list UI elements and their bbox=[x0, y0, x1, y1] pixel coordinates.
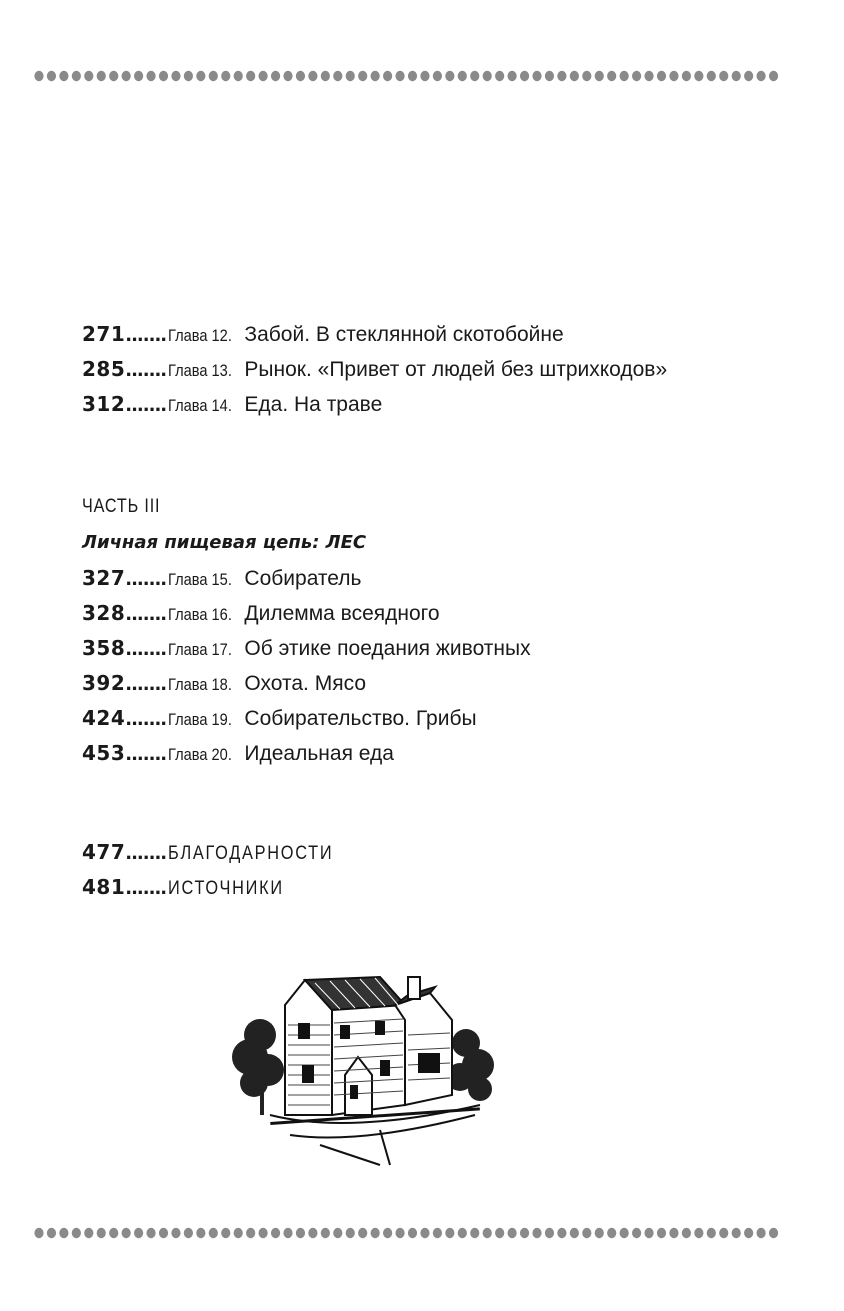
ornament-dot bbox=[234, 71, 243, 81]
ornament-dot bbox=[458, 71, 467, 81]
ornament-dot bbox=[620, 71, 629, 81]
page-number: 424 bbox=[82, 706, 126, 730]
chapter-number: Глава 17. bbox=[168, 640, 233, 659]
ornament-dot bbox=[246, 71, 255, 81]
ornament-dot bbox=[34, 1228, 43, 1238]
ornament-dot bbox=[420, 1228, 429, 1238]
ornament-dot bbox=[707, 1228, 716, 1238]
ornament-dot bbox=[234, 1228, 243, 1238]
ornament-dot bbox=[620, 1228, 629, 1238]
ornament-dot bbox=[72, 71, 81, 81]
chapter-number: Глава 13. bbox=[168, 361, 233, 380]
part-subtitle: Личная пищевая цепь: ЛЕС bbox=[82, 532, 367, 553]
ornament-dot bbox=[321, 1228, 330, 1238]
bottom-dot-border bbox=[34, 1226, 784, 1240]
ornament-dot bbox=[682, 1228, 691, 1238]
chapter-title: Забой. В стеклянной скотобойне bbox=[244, 323, 564, 346]
ornament-dot bbox=[470, 1228, 479, 1238]
ornament-dot bbox=[495, 71, 504, 81]
ornament-dot bbox=[271, 71, 280, 81]
ornament-dot bbox=[483, 71, 492, 81]
dot-leader: ....... bbox=[125, 325, 167, 346]
ornament-dot bbox=[532, 1228, 541, 1238]
ornament-dot bbox=[283, 71, 292, 81]
toc-entry[interactable] bbox=[82, 322, 667, 357]
ornament-dot bbox=[259, 1228, 268, 1238]
toc-entry[interactable] bbox=[82, 392, 667, 427]
ornament-dot bbox=[707, 71, 716, 81]
ornament-dot bbox=[545, 71, 554, 81]
ornament-dot bbox=[97, 1228, 106, 1238]
ornament-dot bbox=[196, 71, 205, 81]
chapter-title: Дилемма всеядного bbox=[244, 602, 440, 625]
tree-left-icon bbox=[232, 1019, 284, 1115]
ornament-dot bbox=[321, 71, 330, 81]
ornament-dot bbox=[109, 71, 118, 81]
ornament-dot bbox=[109, 1228, 118, 1238]
ornament-dot bbox=[757, 1228, 766, 1238]
toc-entry[interactable] bbox=[82, 875, 360, 910]
section-title: ИСТОЧНИКИ bbox=[168, 878, 284, 899]
ornament-dot bbox=[769, 1228, 778, 1238]
ornament-dot bbox=[508, 71, 517, 81]
ornament-dot bbox=[744, 71, 753, 81]
ornament-dot bbox=[669, 1228, 678, 1238]
ornament-dot bbox=[134, 71, 143, 81]
top-dot-border bbox=[34, 69, 784, 83]
ornament-dot bbox=[122, 1228, 131, 1238]
dot-leader: ....... bbox=[125, 569, 167, 590]
dot-leader: ....... bbox=[125, 744, 167, 765]
ornament-dot bbox=[532, 71, 541, 81]
chapter-title: Собиратель bbox=[244, 567, 362, 590]
toc-entry[interactable] bbox=[82, 706, 531, 741]
chapter-number: Глава 12. bbox=[168, 326, 233, 345]
ornament-dot bbox=[644, 1228, 653, 1238]
chapter-number: Глава 19. bbox=[168, 710, 233, 729]
chapter-title: Собирательство. Грибы bbox=[244, 707, 477, 730]
toc-section-backmatter bbox=[82, 840, 360, 910]
page-number: 328 bbox=[82, 601, 126, 625]
chapter-number: Глава 20. bbox=[168, 745, 233, 764]
ornament-dot bbox=[732, 71, 741, 81]
ornament-dot bbox=[371, 71, 380, 81]
ornament-dot bbox=[184, 1228, 193, 1238]
ornament-dot bbox=[308, 1228, 317, 1238]
ornament-dot bbox=[358, 1228, 367, 1238]
ornament-dot bbox=[458, 1228, 467, 1238]
chapter-title: Еда. На траве bbox=[244, 393, 383, 416]
ornament-dot bbox=[296, 1228, 305, 1238]
ornament-dot bbox=[84, 71, 93, 81]
ornament-dot bbox=[719, 71, 728, 81]
chapter-number: Глава 18. bbox=[168, 675, 233, 694]
dot-leader: ....... bbox=[125, 843, 167, 864]
page-number: 285 bbox=[82, 357, 126, 381]
ornament-dot bbox=[184, 71, 193, 81]
ornament-dot bbox=[283, 1228, 292, 1238]
ornament-dot bbox=[669, 71, 678, 81]
ornament-dot bbox=[657, 1228, 666, 1238]
toc-section-part-2-end bbox=[82, 322, 667, 427]
ornament-dot bbox=[246, 1228, 255, 1238]
toc-section-part-3 bbox=[82, 566, 531, 776]
ornament-dot bbox=[595, 1228, 604, 1238]
ornament-dot bbox=[84, 1228, 93, 1238]
chapter-number: Глава 16. bbox=[168, 605, 233, 624]
ornament-dot bbox=[97, 71, 106, 81]
ornament-dot bbox=[557, 71, 566, 81]
page-number: 477 bbox=[82, 840, 126, 864]
ornament-dot bbox=[346, 1228, 355, 1238]
ornament-dot bbox=[694, 1228, 703, 1238]
ornament-dot bbox=[495, 1228, 504, 1238]
ornament-dot bbox=[582, 71, 591, 81]
toc-entry[interactable] bbox=[82, 741, 531, 776]
farmhouse-illustration bbox=[230, 965, 500, 1170]
ornament-dot bbox=[271, 1228, 280, 1238]
dot-leader: ....... bbox=[125, 360, 167, 381]
toc-entry[interactable] bbox=[82, 566, 531, 601]
ornament-dot bbox=[383, 71, 392, 81]
ornament-dot bbox=[221, 71, 230, 81]
chapter-title: Рынок. «Привет от людей без штрихкодов» bbox=[244, 358, 668, 381]
ornament-dot bbox=[159, 71, 168, 81]
part-label: ЧАСТЬ III bbox=[82, 496, 161, 517]
ornament-dot bbox=[694, 71, 703, 81]
ornament-dot bbox=[134, 1228, 143, 1238]
toc-entry[interactable] bbox=[82, 357, 667, 392]
ornament-dot bbox=[333, 71, 342, 81]
ornament-dot bbox=[632, 71, 641, 81]
ornament-dot bbox=[483, 1228, 492, 1238]
toc-entry[interactable] bbox=[82, 601, 531, 636]
ornament-dot bbox=[433, 71, 442, 81]
ornament-dot bbox=[520, 71, 529, 81]
ornament-dot bbox=[545, 1228, 554, 1238]
ornament-dot bbox=[595, 71, 604, 81]
ornament-dot bbox=[209, 1228, 218, 1238]
ornament-dot bbox=[383, 1228, 392, 1238]
dot-leader: ....... bbox=[125, 878, 167, 899]
chapter-title: Охота. Мясо bbox=[244, 672, 366, 695]
ornament-dot bbox=[744, 1228, 753, 1238]
tree-right-icon bbox=[446, 1029, 494, 1101]
ornament-dot bbox=[420, 71, 429, 81]
ornament-dot bbox=[358, 71, 367, 81]
ornament-dot bbox=[146, 71, 155, 81]
ornament-dot bbox=[557, 1228, 566, 1238]
dot-leader: ....... bbox=[125, 709, 167, 730]
ornament-dot bbox=[122, 71, 131, 81]
ornament-dot bbox=[445, 71, 454, 81]
ornament-dot bbox=[607, 1228, 616, 1238]
chapter-title: Идеальная еда bbox=[244, 742, 394, 765]
ornament-dot bbox=[657, 71, 666, 81]
ornament-dot bbox=[570, 1228, 579, 1238]
ornament-dot bbox=[644, 71, 653, 81]
ornament-dot bbox=[520, 1228, 529, 1238]
ornament-dot bbox=[146, 1228, 155, 1238]
ornament-dot bbox=[408, 1228, 417, 1238]
section-title: БЛАГОДАРНОСТИ bbox=[168, 843, 334, 864]
ornament-dot bbox=[732, 1228, 741, 1238]
ornament-dot bbox=[196, 1228, 205, 1238]
ornament-dot bbox=[395, 71, 404, 81]
ornament-dot bbox=[408, 71, 417, 81]
ornament-dot bbox=[221, 1228, 230, 1238]
page-number: 481 bbox=[82, 875, 126, 899]
ornament-dot bbox=[395, 1228, 404, 1238]
ornament-dot bbox=[433, 1228, 442, 1238]
toc-entry[interactable] bbox=[82, 840, 360, 875]
ornament-dot bbox=[445, 1228, 454, 1238]
ornament-dot bbox=[682, 71, 691, 81]
page-number: 271 bbox=[82, 322, 126, 346]
ornament-dot bbox=[171, 71, 180, 81]
dot-leader: ....... bbox=[125, 395, 167, 416]
ornament-dot bbox=[171, 1228, 180, 1238]
chapter-title: Об этике поедания животных bbox=[244, 637, 531, 660]
ornament-dot bbox=[607, 71, 616, 81]
ornament-dot bbox=[47, 71, 56, 81]
page-number: 358 bbox=[82, 636, 126, 660]
dot-leader: ....... bbox=[125, 639, 167, 660]
ornament-dot bbox=[470, 71, 479, 81]
ornament-dot bbox=[308, 71, 317, 81]
ornament-dot bbox=[59, 71, 68, 81]
ornament-dot bbox=[582, 1228, 591, 1238]
ornament-dot bbox=[47, 1228, 56, 1238]
chapter-number: Глава 15. bbox=[168, 570, 233, 589]
ornament-dot bbox=[719, 1228, 728, 1238]
dot-leader: ....... bbox=[125, 604, 167, 625]
ornament-dot bbox=[570, 71, 579, 81]
ornament-dot bbox=[508, 1228, 517, 1238]
toc-entry[interactable] bbox=[82, 671, 531, 706]
ornament-dot bbox=[333, 1228, 342, 1238]
page-number: 312 bbox=[82, 392, 126, 416]
ornament-dot bbox=[72, 1228, 81, 1238]
ornament-dot bbox=[757, 71, 766, 81]
ornament-dot bbox=[296, 71, 305, 81]
ornament-dot bbox=[632, 1228, 641, 1238]
page-number: 392 bbox=[82, 671, 126, 695]
ornament-dot bbox=[59, 1228, 68, 1238]
ornament-dot bbox=[346, 71, 355, 81]
ornament-dot bbox=[159, 1228, 168, 1238]
ornament-dot bbox=[209, 71, 218, 81]
ornament-dot bbox=[769, 71, 778, 81]
part-heading bbox=[82, 496, 366, 553]
ornament-dot bbox=[259, 71, 268, 81]
page-number: 327 bbox=[82, 566, 126, 590]
dot-leader: ....... bbox=[125, 674, 167, 695]
chapter-number: Глава 14. bbox=[168, 396, 233, 415]
toc-entry[interactable] bbox=[82, 636, 531, 671]
page-number: 453 bbox=[82, 741, 126, 765]
ornament-dot bbox=[34, 71, 43, 81]
ornament-dot bbox=[371, 1228, 380, 1238]
